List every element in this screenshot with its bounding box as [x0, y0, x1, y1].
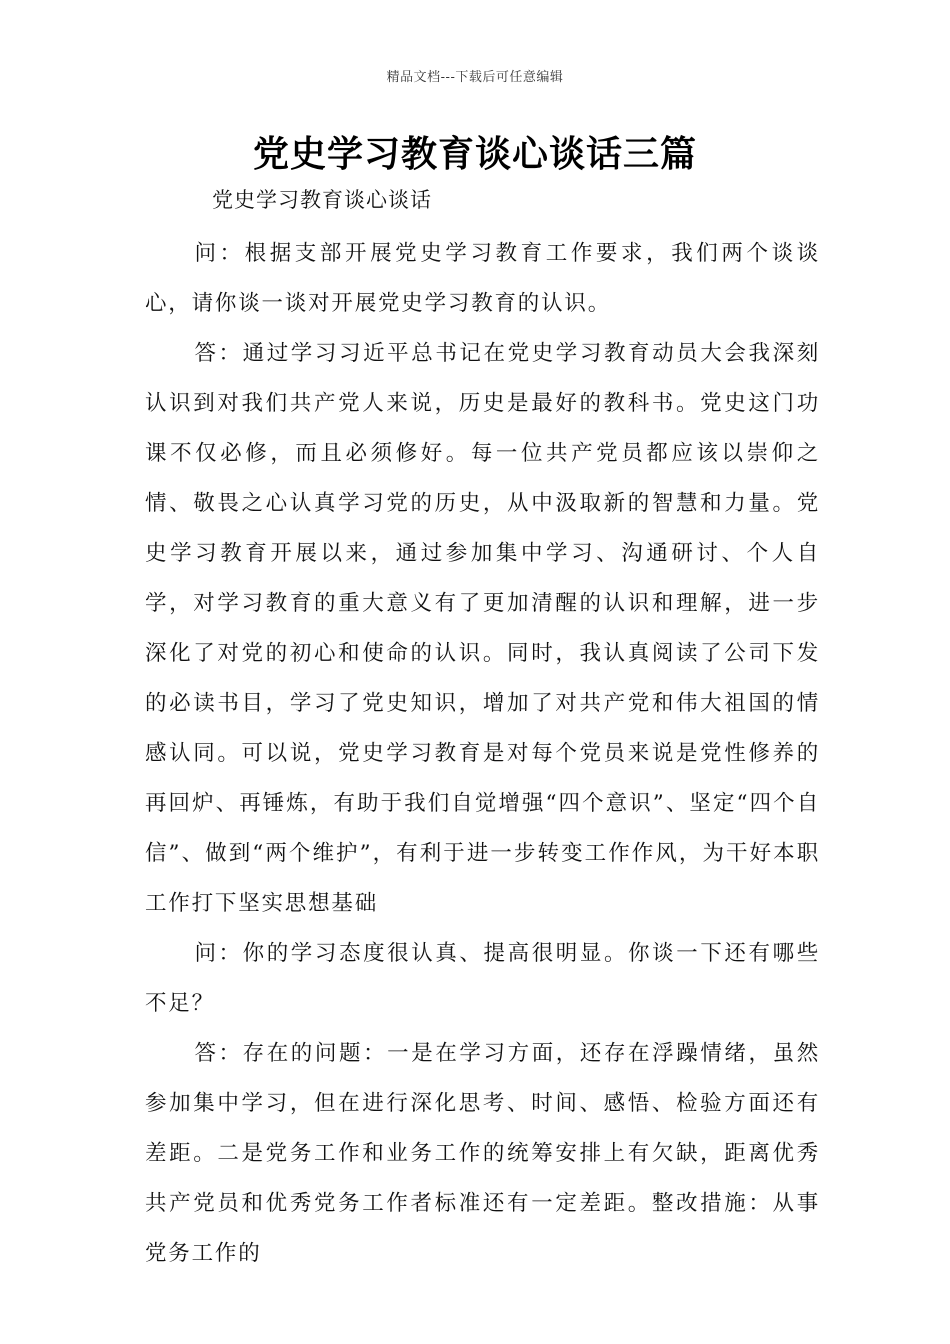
paragraph-answer-2: 答：存在的问题：一是在学习方面，还存在浮躁情绪，虽然参加集中学习，但在进行深化思考、时间、感悟、检验方面还有差距。二是党务工作和业务工作的统筹安排上有欠缺，距离优秀共产党员和优秀党务工作者标准还有一定差距。整改措施：从事党务工作的 [145, 1041, 820, 1266]
document-body [145, 229, 820, 1279]
document-subtitle: 党史学习教育谈心谈话 [212, 188, 432, 212]
document-title: 党史学习教育谈心谈话三篇 [252, 134, 697, 175]
header-note: 精品文档---下载后可任意编辑 [386, 70, 564, 85]
paragraph-answer-1: 答：通过学习习近平总书记在党史学习教育动员大会我深刻认识到对我们共产党人来说，历史是最好的教科书。党史这门功课不仅必修，而且必须修好。每一位共产党员都应该以崇仰之情、敬畏之心认真学习党的历史，从中汲取新的智慧和力量。党史学习教育开展以来，通过参加集中学习、沟通研讨、个人自学，对学习教育的重大意义有了更加清醒的认识和理解，进一步深化了对党的初心和使命的认识。同时，我认真阅读了公司下发的必读书目，学习了党史知识，增加了对共产党和伟大祖国的情感认同。可以说，党史学习教育是对每个党员来说是党性修养的再回炉、再锤炼，有助于我们自觉增强“四个意识”、坚定“四个自信”、做到“两个维护”，有利于进一步转变工作作风，为干好本职工作打下坚实思想基础 [145, 341, 820, 916]
paragraph-question-2: 问：你的学习态度很认真、提高很明显。你谈一下还有哪些不足？ [145, 941, 820, 1016]
paragraph-question-1: 问：根据支部开展党史学习教育工作要求，我们两个谈谈心，请你谈一谈对开展党史学习教育的认识。 [145, 241, 820, 316]
